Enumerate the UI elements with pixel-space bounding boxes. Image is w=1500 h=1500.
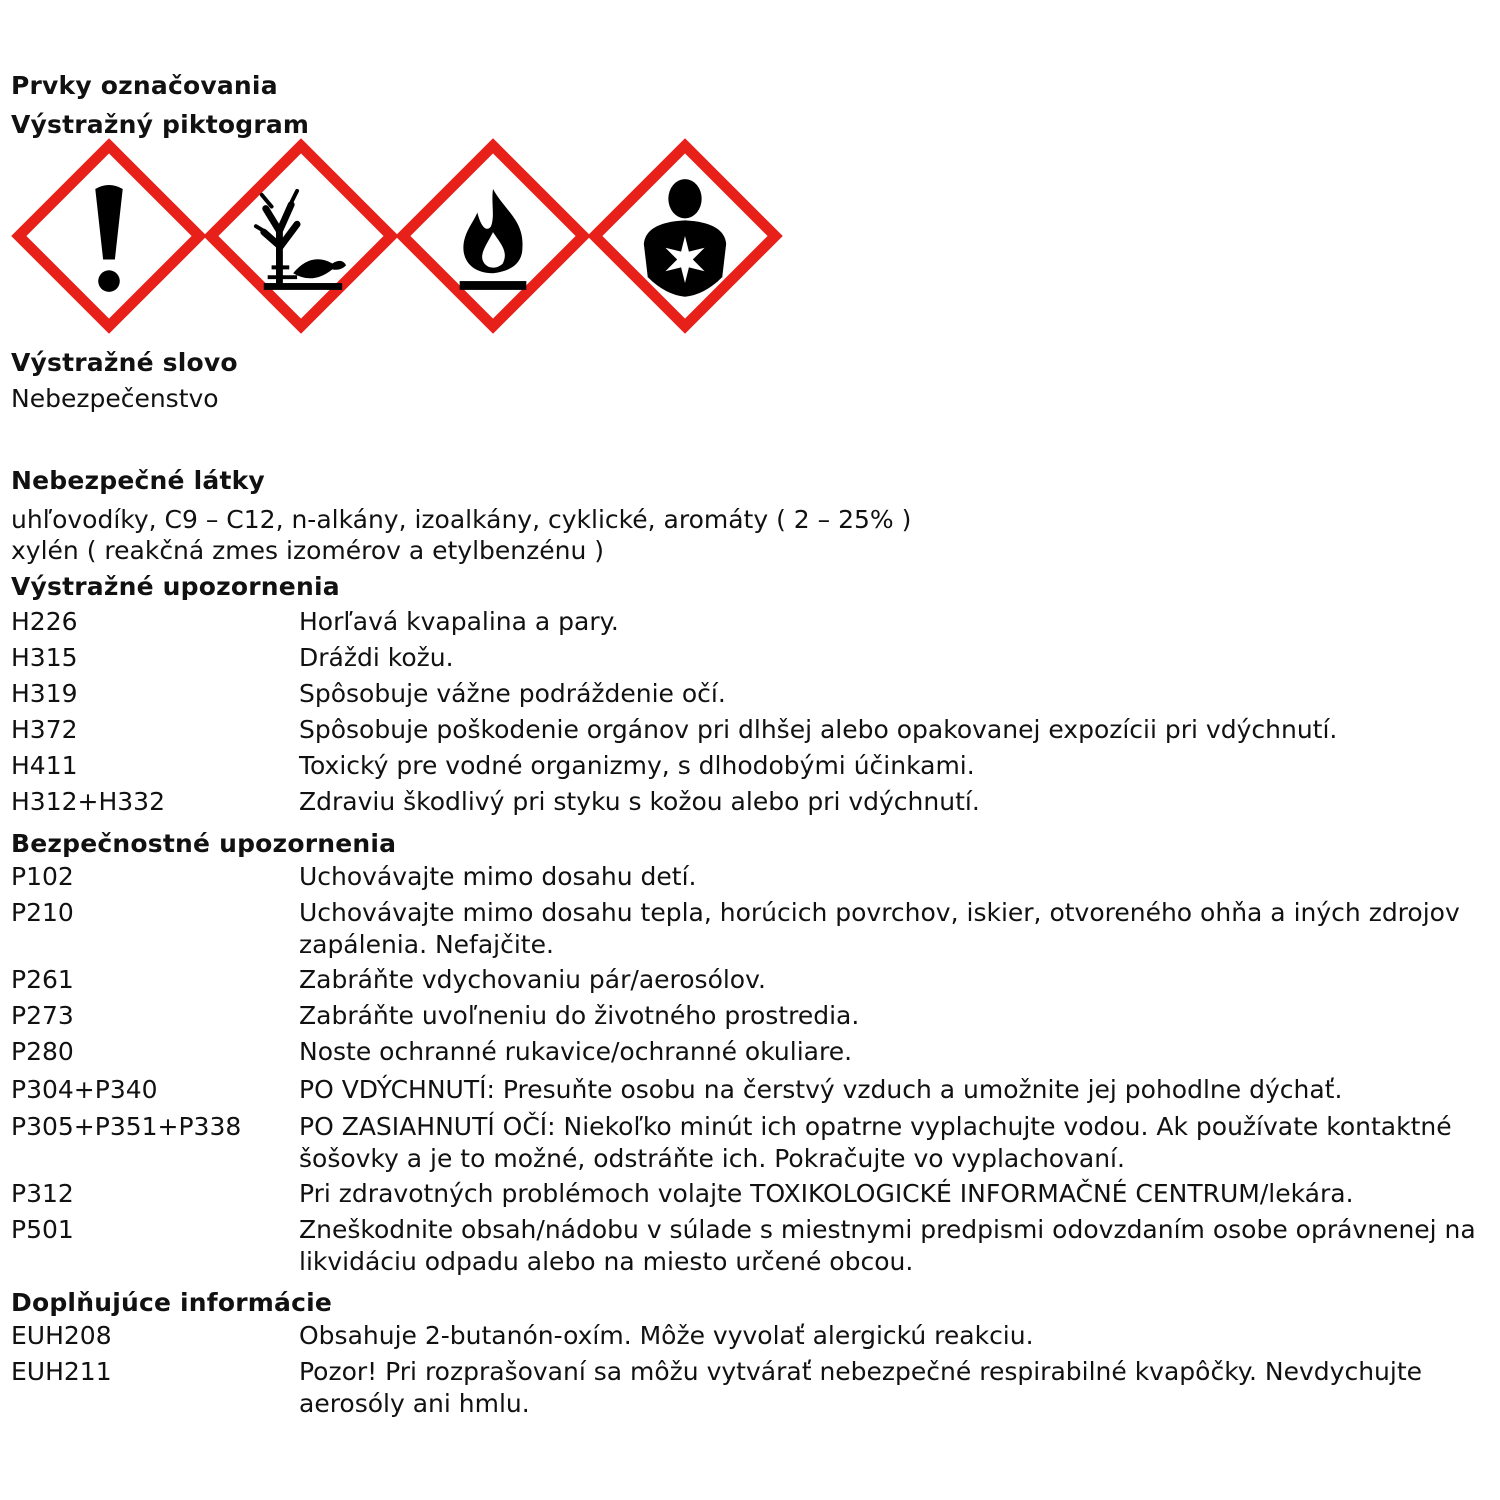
statement-text: Obsahuje 2-butanón-oxím. Môže vyvolať alergickú reakciu. — [299, 1321, 1034, 1350]
flame-icon — [395, 138, 591, 334]
hazardous-substance: xylén ( reakčná zmes izomérov a etylbenzénu ) — [11, 536, 605, 565]
statement-text: Uchovávajte mimo dosahu detí. — [299, 862, 697, 891]
statement-text: Pri zdravotných problémoch volajte TOXIKOLOGICKÉ INFORMAČNÉ CENTRUM/lekára. — [299, 1179, 1354, 1208]
statement-text: PO ZASIAHNUTÍ OČÍ: Niekoľko minút ich opatrne vyplachujte vodou. Ak používate kontaktné šošovky a je to možné, odstráňte ich. Pokračujte vo vyplachovaní. — [299, 1112, 1452, 1173]
signal-word-title: Výstražné slovo — [11, 348, 238, 377]
precautionary-statements-title: Bezpečnostné upozornenia — [11, 829, 397, 858]
exclamation-mark-icon — [11, 138, 207, 334]
statement-code: P273 — [11, 1001, 74, 1030]
statement-code: P261 — [11, 965, 74, 994]
statement-code: P501 — [11, 1215, 74, 1244]
signal-word: Nebezpečenstvo — [11, 384, 219, 413]
statement-code: H411 — [11, 751, 78, 780]
statement-text: Zdraviu škodlivý pri styku s kožou alebo pri vdýchnutí. — [299, 787, 980, 816]
statement-code: P304+P340 — [11, 1075, 158, 1104]
hazard-statements-title: Výstražné upozornenia — [11, 572, 340, 601]
statement-text: Toxický pre vodné organizmy, s dlhodobými účinkami. — [299, 751, 975, 780]
hazardous-substance: uhľovodíky, C9 – C12, n-alkány, izoalkány, cyklické, aromáty ( 2 – 25% ) — [11, 505, 912, 534]
statement-code: H312+H332 — [11, 787, 165, 816]
statement-code: EUH208 — [11, 1321, 112, 1350]
supplementary-title: Doplňujúce informácie — [11, 1288, 333, 1317]
statement-code: H319 — [11, 679, 78, 708]
statement-text: Spôsobuje poškodenie orgánov pri dlhšej alebo opakovanej expozícii pri vdýchnutí. — [299, 715, 1338, 744]
statement-text: PO VDÝCHNUTÍ: Presuňte osobu na čerstvý vzduch a umožnite jej pohodlne dýchať. — [299, 1075, 1343, 1104]
statement-text: Zabráňte uvoľneniu do životného prostredia. — [299, 1001, 860, 1030]
statement-text: Horľavá kvapalina a pary. — [299, 607, 619, 636]
statement-code: H315 — [11, 643, 78, 672]
statement-code: P305+P351+P338 — [11, 1112, 242, 1141]
statement-text: Pozor! Pri rozprašovaní sa môžu vytvárať nebezpečné respirabilné kvapôčky. Nevdychujte aerosóly ani hmlu. — [299, 1357, 1423, 1418]
statement-text: Spôsobuje vážne podráždenie očí. — [299, 679, 726, 708]
pictogram-title: Výstražný piktogram — [11, 110, 310, 139]
statement-code: H372 — [11, 715, 78, 744]
statement-text: Noste ochranné rukavice/ochranné okuliare. — [299, 1037, 853, 1066]
statement-text: Zneškodnite obsah/nádobu v súlade s miestnymi predpismi odovzdaním osobe oprávnenej na likvidáciu odpadu alebo na miesto určené obcou. — [299, 1215, 1476, 1276]
statement-code: H226 — [11, 607, 78, 636]
labeling-title: Prvky označovania — [11, 71, 278, 100]
statement-code: P280 — [11, 1037, 74, 1066]
hazardous-substances-title: Nebezpečné látky — [11, 466, 265, 495]
statement-code: P312 — [11, 1179, 74, 1208]
health-hazard-icon — [587, 138, 783, 334]
pictogram-row — [11, 138, 801, 338]
environment-hazard-icon — [203, 138, 399, 334]
statement-code: P210 — [11, 898, 74, 927]
statement-code: P102 — [11, 862, 74, 891]
statement-text: Dráždi kožu. — [299, 643, 454, 672]
statement-code: EUH211 — [11, 1357, 112, 1386]
statement-text: Uchovávajte mimo dosahu tepla, horúcich povrchov, iskier, otvoreného ohňa a iných zdrojov zapálenia. Nefajčite. — [299, 898, 1460, 959]
statement-text: Zabráňte vdychovaniu pár/aerosólov. — [299, 965, 766, 994]
